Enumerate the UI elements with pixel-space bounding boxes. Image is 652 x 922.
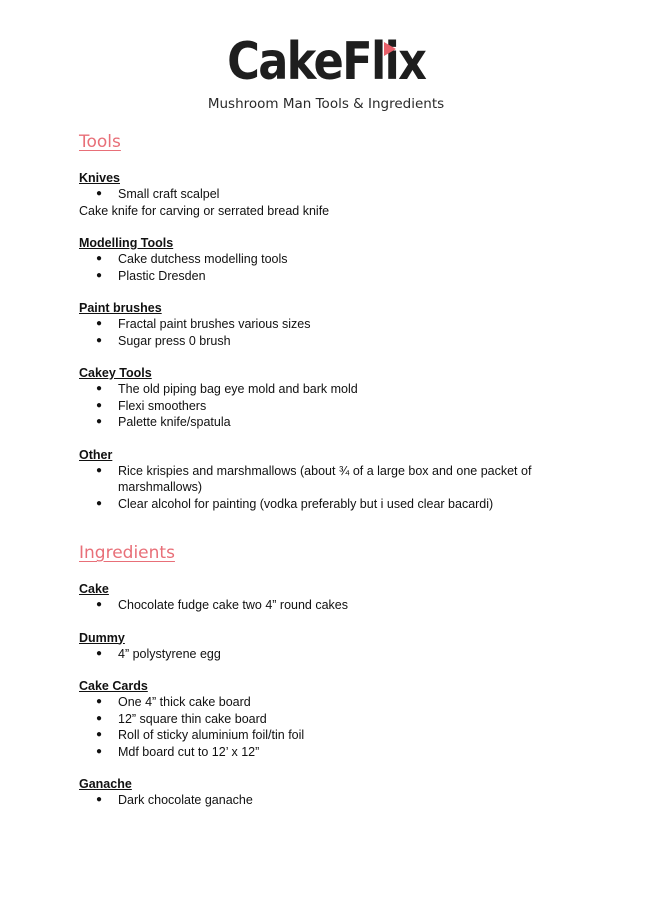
ganache-title: Ganache — [79, 777, 132, 791]
list-item: ● Chocolate fudge cake two 4” round cakes — [79, 597, 599, 614]
cards-title: Cake Cards — [79, 679, 148, 693]
cake-list — [79, 597, 599, 614]
cakey-list — [79, 381, 599, 431]
dummy-list — [79, 646, 599, 663]
list-item: ● 12” square thin cake board — [79, 711, 599, 728]
modelling-group — [79, 235, 599, 284]
dummy-group — [79, 630, 599, 663]
knives-note: Cake knife for carving or serrated bread knife — [79, 203, 330, 218]
logo-text: CakeFlix — [226, 32, 426, 92]
list-item: ● Roll of sticky aluminium foil/tin foil — [79, 727, 599, 744]
list-item: ● Sugar press 0 brush — [79, 333, 599, 350]
list-item: ● One 4” thick cake board — [79, 694, 599, 711]
cake-group — [79, 581, 599, 614]
list-item: ● Small craft scalpel — [79, 186, 599, 203]
paint-list — [79, 316, 599, 349]
ganache-group — [79, 776, 599, 809]
other-title: Other — [79, 447, 113, 462]
cakeflix-logo — [0, 32, 652, 92]
tools-heading: Tools — [79, 132, 121, 152]
cakey-title: Cakey Tools — [79, 366, 152, 380]
list-item: ● Plastic Dresden — [79, 268, 599, 285]
document-body — [79, 130, 599, 809]
list-item: ● Clear alcohol for painting (vodka preferably but i used clear bacardi) — [79, 496, 599, 513]
modelling-title: Modelling Tools — [79, 236, 174, 250]
paint-title: Paint brushes — [79, 301, 162, 315]
ganache-list — [79, 792, 599, 809]
knives-group — [79, 170, 599, 219]
list-item: ● Flexi smoothers — [79, 398, 599, 415]
play-icon — [384, 42, 396, 56]
page-subtitle: Mushroom Man Tools & Ingredients — [207, 96, 445, 112]
cards-group — [79, 678, 599, 760]
knives-title: Knives — [79, 171, 120, 185]
cakey-group — [79, 365, 599, 431]
list-item: ● The old piping bag eye mold and bark mold — [79, 381, 599, 398]
cards-list — [79, 694, 599, 760]
other-list — [79, 463, 599, 513]
list-item: ● Fractal paint brushes various sizes — [79, 316, 599, 333]
list-item: ● Dark chocolate ganache — [79, 792, 599, 809]
list-item: ● Mdf board cut to 12’ x 12” — [79, 744, 599, 761]
list-item: ● Rice krispies and marshmallows (about ¾ of a large box and one packet of marshmallows) — [79, 463, 599, 496]
ingredients-heading: Ingredients — [79, 543, 175, 563]
cake-title: Cake — [79, 582, 109, 596]
list-item: ● Cake dutchess modelling tools — [79, 251, 599, 268]
modelling-list — [79, 251, 599, 284]
knives-list — [79, 186, 599, 203]
paint-group — [79, 300, 599, 349]
other-group — [79, 447, 599, 513]
list-item: ● Palette knife/spatula — [79, 414, 599, 431]
list-item: ● 4” polystyrene egg — [79, 646, 599, 663]
dummy-title: Dummy — [79, 630, 125, 645]
